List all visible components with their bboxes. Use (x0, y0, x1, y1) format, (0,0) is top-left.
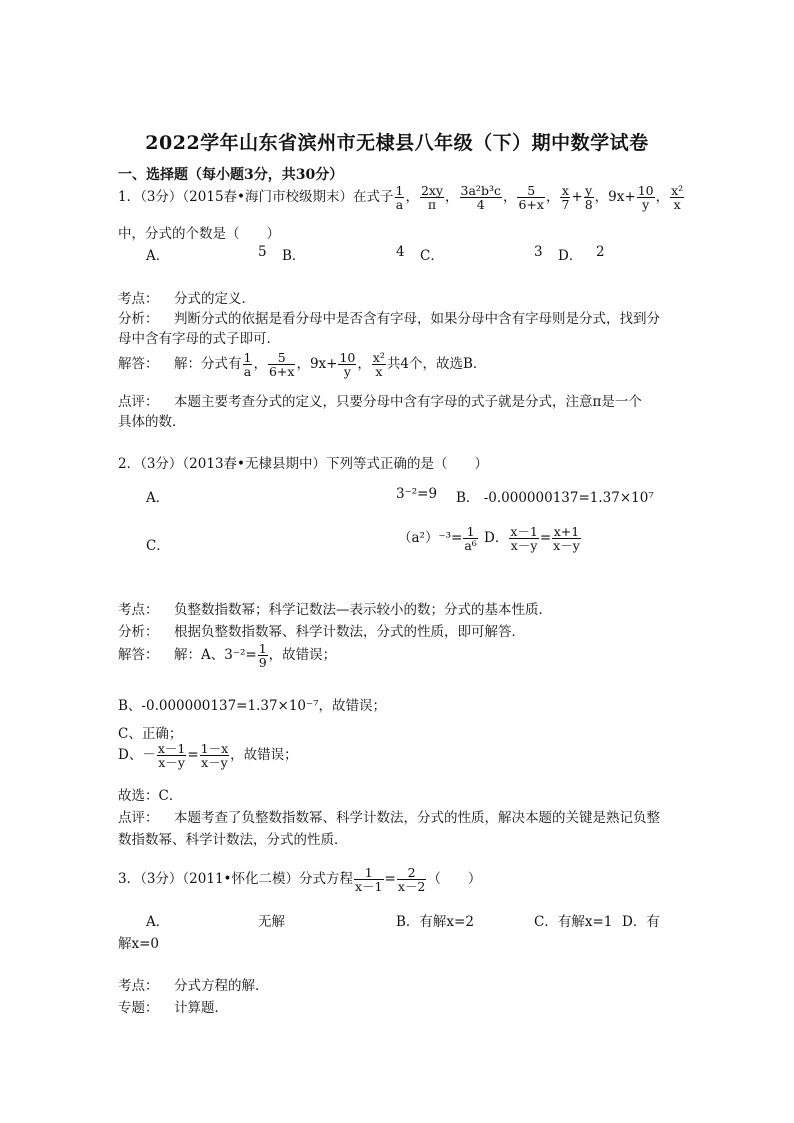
fraction: $\frac{\text{x²}}{x}$ (372, 350, 385, 380)
q2-kaodian: 考点： 负整数指数幂；科学记数法—表示较小的数；分式的基本性质． (118, 602, 552, 618)
option-b-value: 4 (396, 244, 405, 260)
fraction: $\frac{\text{x²}}{x}$ (671, 183, 684, 213)
option-d-wrap: 解x=0 (118, 936, 160, 952)
fraction: $\frac{1-x}{x-y}$ (200, 741, 229, 771)
fraction: $\frac{x-1}{x-y}$ (510, 524, 538, 554)
q2-fenxi: 分析： 根据负整数指数幂、科学计数法，分式的性质，即可解答． (118, 624, 525, 640)
question-3-stem: 3．（3分）（2011•怀化二模）分式方程 $\frac{1}{x-1}$ = $\frac{2}{x-2}$ （ ） (118, 865, 482, 895)
q1-fenxi: 分析： 判断分式的依据是看分母中是否含有字母，如果分母中含有字母则是分式，找到分 (118, 311, 660, 327)
q1-jieda: 解答： 解：分式有 $\frac{1}{a}$ ， $\frac{5}{6+x}$ ，9x+ $\frac{10}{y}$ ， $\frac{\text{x²}}{x}$ 共4个，故选B． (118, 350, 487, 380)
fraction: $\frac{10}{y}$ (637, 183, 654, 213)
option-d[interactable]: D． (558, 248, 583, 264)
q2-dianping: 点评： 本题考查了负整数指数幂、科学计数法，分式的性质，解决本题的关键是熟记负整 (118, 810, 660, 826)
option-a-expr: 3⁻²=9 (396, 486, 438, 502)
section-heading: 一、选择题（每小题3分，共30分） (118, 167, 344, 183)
option-c-value: 3 (534, 244, 543, 260)
q1-dianping: 点评： 本题主要考查分式的定义，只要分母中含有字母的式子就是分式，注意π是一个 (118, 394, 642, 410)
fraction: $\frac{x+1}{x-y}$ (553, 524, 580, 554)
option-d[interactable]: D． $\frac{x-1}{x-y}$ = $\frac{x+1}{x-y}$ (484, 524, 580, 554)
q2-jieda-b: B、-0.000000137=1.37×10⁻⁷，故错误； (118, 698, 387, 714)
option-c[interactable]: C． (146, 538, 170, 554)
option-a[interactable]: A． (146, 248, 170, 264)
q1-fenxi-cont: 母中含有字母的式子即可． (118, 331, 280, 347)
q3-zhuanti: 专题： 计算题． (118, 1000, 228, 1016)
fraction: $\frac{2xy}{\pi}$ (420, 183, 444, 213)
q2-dianping-cont: 数指数幂、科学计数法，分式的性质． (118, 832, 348, 848)
fraction: $\frac{y}{8}$ (584, 183, 593, 213)
option-b[interactable]: B． (282, 248, 306, 264)
option-b[interactable]: B．有解x=2 (396, 914, 474, 930)
q2-guxuan: 故选：C． (118, 788, 183, 804)
option-a-value: 无解 (258, 914, 285, 930)
page-title: 2022学年山东省滨州市无棣县八年级（下）期中数学试卷 (145, 132, 649, 154)
option-d[interactable]: D．有 (622, 914, 660, 930)
q2-jieda-c: C、正确； (118, 726, 183, 742)
fraction: $\frac{1}{9}$ (258, 641, 267, 671)
fraction: $\frac{1}{a}$ (243, 350, 252, 380)
question-1-tail: 中，分式的个数是（ ） (118, 226, 280, 242)
option-c[interactable]: C．有解x=1 (534, 914, 613, 930)
fraction: $\frac{5}{6+x}$ (268, 350, 295, 380)
question-1-stem: 1．（3分）（2015春•海门市校级期末）在式子 $\frac{1}{a}$ ， $\frac{2xy}{\pi}$ ， $\frac{\text{3a²b³c}}{4}$ ， $\frac{5}{6+x}$ ， $\frac{x}{7}$ + $\frac{y}{8}$ ，9x+ $\frac{10}{y}$ ， $\frac{\text{x²}}{x}$ (118, 183, 684, 213)
question-1-head: 1．（3分）（2015春•海门市校级期末）在式子 (118, 189, 394, 206)
fraction: $\frac{1}{a}$ (395, 183, 404, 213)
option-d-value: 2 (596, 244, 605, 260)
option-c[interactable]: C． (420, 248, 444, 264)
fraction: $\frac{5}{6+x}$ (518, 183, 544, 213)
q3-kaodian: 考点： 分式方程的解． (118, 978, 269, 994)
q1-dianping-cont: 具体的数． (118, 414, 186, 430)
option-b-expr: -0.000000137=1.37×10⁷ (483, 490, 654, 506)
fraction: $\frac{2}{x-2}$ (397, 865, 426, 895)
option-b[interactable]: B． -0.000000137=1.37×10⁷ (456, 490, 654, 506)
fraction: $\frac{10}{y}$ (339, 350, 356, 380)
q2-jieda-d: D、－ $\frac{x-1}{x-y}$ = $\frac{1-x}{x-y}$ ，故错误； (118, 741, 298, 771)
q1-kaodian: 考点： 分式的定义． (118, 291, 255, 307)
question-2-stem: 2．（3分）（2013春•无棣县期中）下列等式正确的是（ ） (118, 456, 488, 472)
option-a[interactable]: A． (146, 914, 170, 930)
q2-jieda: 解答： 解：A、3⁻²= $\frac{1}{9}$ ，故错误； (118, 641, 337, 671)
option-a-value: 5 (258, 244, 267, 260)
option-a[interactable]: A． (146, 490, 170, 506)
fraction: $\frac{\text{3a²b³c}}{4}$ (460, 183, 501, 213)
fraction: $\frac{1}{\text{a⁶}}$ (464, 524, 477, 554)
option-c-expr: （a²）⁻³= $\frac{1}{\text{a⁶}}$ (398, 524, 477, 554)
fraction: $\frac{x}{7}$ (561, 183, 570, 213)
fraction: $\frac{x-1}{x-y}$ (157, 741, 186, 771)
fraction: $\frac{1}{x-1}$ (355, 865, 383, 895)
